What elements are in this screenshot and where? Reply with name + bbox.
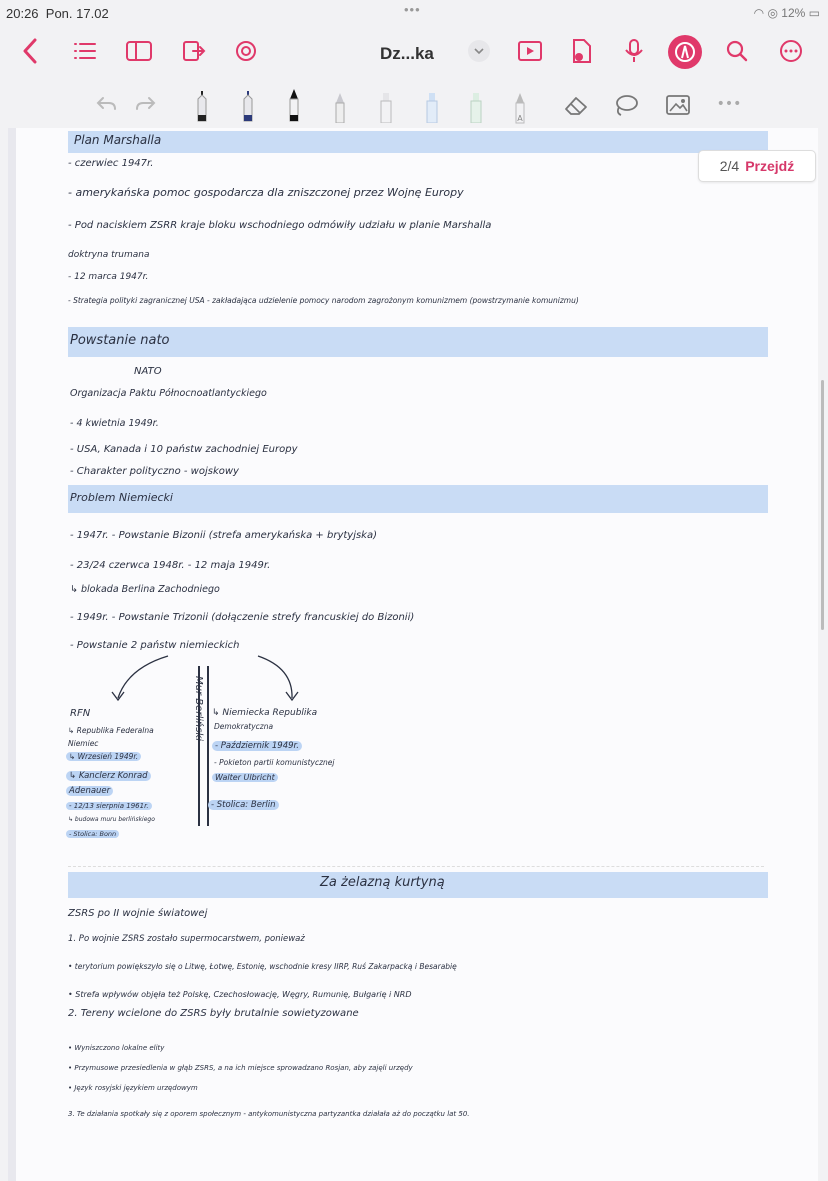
battery-icon: ▭ — [808, 6, 820, 20]
more-horizontal-icon: ••• — [716, 96, 742, 112]
brush-pen-icon — [287, 87, 301, 123]
section-heading: Za żelazną kurtyną — [320, 875, 445, 890]
export-icon — [181, 39, 207, 63]
note-line: 3. Te działania spotkały się z oporem społecznym - antykomunistyczna partyzantka działała aż do początku lat 50. — [68, 1110, 470, 1118]
note-line: - Pod naciskiem ZSRR kraje bloku wschodniego odmówiły udziału w planie Marshalla — [68, 220, 492, 231]
redo-button[interactable] — [134, 92, 158, 116]
redo-icon — [135, 94, 157, 114]
search-icon — [726, 40, 748, 62]
note-line: - Charakter polityczno - wojskowy — [70, 466, 239, 477]
brush-pen-tool[interactable] — [284, 86, 304, 124]
back-button[interactable] — [16, 36, 44, 66]
note-line: ↳ blokada Berlina Zachodniego — [70, 584, 220, 595]
page-left-edge — [8, 128, 16, 1181]
scrollbar-thumb[interactable] — [821, 380, 824, 630]
fountain-pen-icon — [195, 89, 209, 123]
note-line: - 1947r. - Powstanie Bizonii (strefa amerykańska + brytyjska) — [70, 530, 378, 541]
section-heading: Plan Marshalla — [74, 133, 162, 147]
rfn-line: ↳ budowa muru berlińskiego — [68, 816, 155, 823]
note-line: - 1949r. - Powstanie Trizonii (dołączenie strefy francuskiej do Bizonii) — [70, 612, 415, 623]
list-view-button[interactable] — [72, 38, 98, 64]
pencil-icon — [333, 91, 347, 123]
highlighter-tool-2[interactable] — [422, 90, 442, 124]
goto-page-button[interactable]: Przejdź — [745, 158, 795, 174]
top-toolbar — [0, 26, 828, 84]
note-line: 2. Tereny wcielone do ZSRS były brutalnie sowietyzowane — [68, 1008, 359, 1019]
document-share-icon — [570, 38, 594, 64]
blue-highlighter-icon — [425, 91, 439, 123]
more-icon — [779, 39, 803, 63]
rfn-line: - 12/13 sierpnia 1961r. — [66, 802, 152, 810]
svg-text:A: A — [517, 114, 523, 123]
section-heading-band — [68, 131, 768, 153]
image-insert-button[interactable] — [664, 92, 692, 118]
note-line: • Strefa wpływów objęła też Polskę, Czechosłowację, Węgry, Rumunię, Bułgarię i NRD — [68, 990, 412, 999]
nrd-line: - Stolica: Berlin — [208, 800, 279, 810]
ai-assistant-icon — [233, 38, 259, 64]
undo-button[interactable] — [94, 92, 118, 116]
note-line: NATO — [134, 366, 162, 377]
more-tools-button[interactable] — [716, 94, 742, 114]
note-line: ZSRS po II wojnie światowej — [68, 908, 208, 919]
status-time-date — [6, 6, 109, 21]
title-dropdown-button[interactable] — [468, 40, 490, 62]
pen-mode-button[interactable] — [668, 35, 702, 69]
note-line: - 23/24 czerwca 1948r. - 12 maja 1949r. — [70, 560, 271, 571]
note-line: • terytorium powiększyło się o Litwę, Łotwę, Estonię, wschodnie kresy IIRP, Ruś Zakarpacką i Besarabię — [68, 962, 457, 971]
highlighter-tool-3[interactable] — [466, 90, 486, 124]
record-audio-button[interactable] — [620, 37, 648, 65]
nrd-line: ↳ Niemiecka Republika — [212, 708, 318, 718]
nrd-line: - Pokieton partii komunistycznej — [214, 758, 335, 767]
undo-icon — [95, 94, 117, 114]
highlighter-icon — [379, 91, 393, 123]
wall-label: Mur Berliński — [193, 676, 204, 742]
note-line: Organizacja Paktu Północnoatlantyckiego — [70, 388, 267, 399]
wifi-icon: ◠ — [753, 6, 765, 20]
sidebar-icon — [125, 40, 153, 62]
battery-percent: 12% — [781, 6, 806, 20]
note-page[interactable] — [8, 128, 818, 1181]
nrd-line: - Październik 1949r. — [212, 741, 302, 751]
focus-icon: ◎ — [767, 6, 778, 20]
sidebar-toggle-button[interactable] — [124, 38, 154, 64]
pencil-tool[interactable] — [330, 90, 350, 124]
image-icon — [665, 94, 691, 116]
rfn-line: Niemiec — [68, 739, 99, 748]
note-line: doktryna trumana — [68, 250, 150, 260]
section-heading-band — [68, 485, 768, 513]
status-right — [754, 6, 820, 20]
note-line: - Powstanie 2 państw niemieckich — [70, 640, 240, 651]
lasso-tool[interactable] — [612, 92, 640, 118]
text-pen-icon — [513, 91, 527, 125]
note-line: - USA, Kanada i 10 państw zachodniej Europy — [70, 444, 298, 455]
text-pen-tool[interactable] — [510, 90, 530, 126]
note-line: • Wyniszczono lokalne elity — [68, 1044, 165, 1052]
nrd-line: Demokratyczna — [214, 722, 274, 731]
note-line: - 4 kwietnia 1949r. — [70, 418, 159, 429]
note-line: • Język rosyjski językiem urzędowym — [68, 1084, 198, 1092]
status-bar — [0, 0, 828, 26]
ai-assistant-button[interactable] — [232, 37, 260, 65]
section-heading: Powstanie nato — [70, 333, 170, 348]
rfn-line: ↳ Republika Federalna — [68, 726, 154, 735]
note-line: - amerykańska pomoc gospodarcza dla zniszczonej przez Wojnę Europy — [68, 186, 464, 199]
note-line: • Przymusowe przesiedlenia w głąb ZSRS, a na ich miejsce sprowadzano Rosjan, aby zajęli urzędy — [68, 1064, 413, 1072]
nrd-line: Walter Ulbricht — [212, 773, 278, 782]
pen-tools-bar — [0, 84, 828, 128]
note-line: 1. Po wojnie ZSRS zostało supermocarstwem, ponieważ — [68, 934, 305, 944]
pen-tool-1[interactable] — [192, 88, 212, 124]
page-separator — [68, 866, 764, 867]
section-heading: Problem Niemiecki — [70, 491, 173, 504]
ballpoint-pen-icon — [241, 89, 255, 123]
document-title[interactable]: Dz...ka — [380, 44, 434, 63]
note-line: - Strategia polityki zagranicznej USA - zakładająca udzielenie pomocy narodom zagrożonym komunizmem (powstrzymanie komunizmu) — [68, 296, 579, 305]
pen-tool-2[interactable] — [238, 88, 258, 124]
pen-tip-icon — [674, 41, 696, 63]
section-heading-band — [68, 327, 768, 357]
note-line: - czerwiec 1947r. — [68, 158, 154, 169]
wall-label-box — [192, 676, 216, 776]
chevron-left-icon — [22, 38, 38, 64]
presentation-button[interactable] — [516, 38, 544, 64]
eraser-icon — [563, 94, 589, 116]
page-indicator: 2/4 — [719, 158, 740, 174]
export-button[interactable] — [180, 38, 208, 64]
more-options-button[interactable] — [778, 38, 804, 64]
page-goto-control[interactable] — [698, 150, 816, 182]
lasso-icon — [613, 93, 639, 117]
rfn-line: Adenauer — [66, 786, 113, 796]
status-time: 20:26 — [6, 6, 39, 21]
rfn-title: RFN — [70, 708, 91, 719]
rfn-line: - Stolica: Bonn — [66, 830, 119, 838]
rfn-line: ↳ Wrzesień 1949r. — [66, 752, 141, 761]
microphone-icon — [624, 38, 644, 64]
eraser-tool[interactable] — [562, 92, 590, 118]
note-line: - 12 marca 1947r. — [68, 272, 149, 282]
multitask-dots[interactable]: ••• — [404, 2, 421, 17]
chevron-down-icon — [474, 47, 484, 55]
share-button[interactable] — [568, 37, 596, 65]
status-date: Pon. 17.02 — [45, 6, 109, 21]
search-button[interactable] — [724, 38, 750, 64]
play-icon — [517, 40, 543, 62]
list-icon — [73, 41, 97, 61]
highlighter-tool-1[interactable] — [376, 90, 396, 124]
green-highlighter-icon — [469, 91, 483, 123]
rfn-line: ↳ Kanclerz Konrad — [66, 771, 151, 781]
